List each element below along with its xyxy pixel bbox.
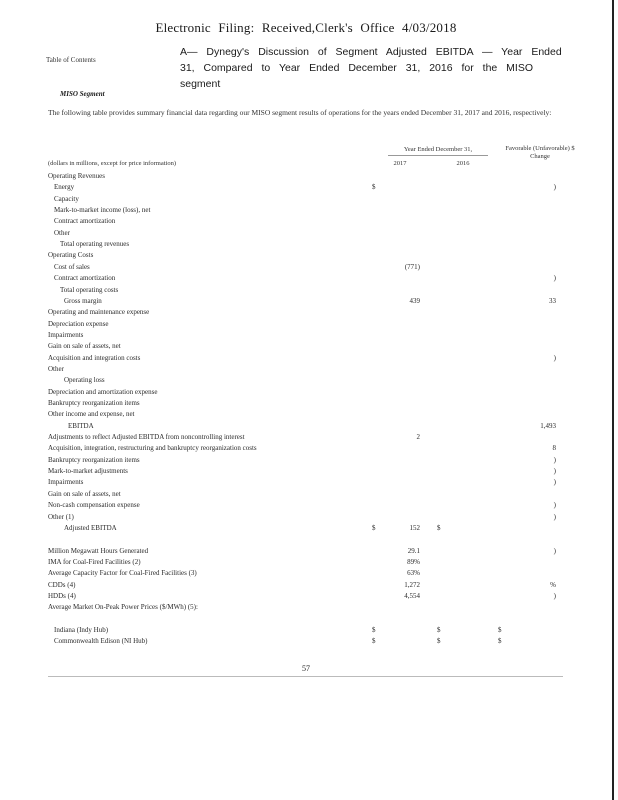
table-row <box>0 501 612 512</box>
table-row <box>0 422 612 433</box>
row-label: Other (1) <box>48 512 74 521</box>
table-row <box>0 354 612 365</box>
filing-header: Electronic Filing: Received,Clerk's Office 4/03/2018 <box>155 20 457 35</box>
table-row <box>0 172 612 183</box>
table-row <box>0 342 612 353</box>
units-label: (dollars in millions, except for price information) <box>48 160 176 167</box>
table-row <box>0 388 612 399</box>
dollar-sign: $ <box>372 183 376 192</box>
row-label: Adjustments to reflect Adjusted EBITDA from noncontrolling interest <box>48 433 245 442</box>
intro-paragraph: The following table provides summary financial data regarding our MISO segment results of operations for the years ended December 31, 2017 and 2016, respectively: <box>48 108 552 117</box>
dollar-sign: $ <box>372 626 376 634</box>
table-row <box>0 206 612 217</box>
year-ended-header: Year Ended December 31, <box>403 146 473 153</box>
table-row <box>0 217 612 228</box>
table-row <box>0 558 612 569</box>
table-row <box>0 524 612 535</box>
table-row <box>0 195 612 206</box>
cell-2017: 89% <box>407 557 420 566</box>
row-label: HDDs (4) <box>48 591 76 600</box>
table-row <box>0 274 612 285</box>
row-label: Acquisition and integration costs <box>48 353 141 362</box>
row-label: Operating Revenues <box>48 172 105 180</box>
row-label: Bankruptcy reorganization items <box>48 399 140 407</box>
dollar-sign: $ <box>437 637 441 646</box>
table-row <box>0 478 612 489</box>
col-2016-header: 2016 <box>456 160 470 167</box>
row-label: Other <box>54 228 70 237</box>
cell-change: % <box>550 580 556 589</box>
table-row <box>0 410 612 421</box>
dollar-sign: $ <box>372 523 376 532</box>
table-row <box>0 331 612 342</box>
table-row <box>0 637 612 648</box>
table-row <box>0 615 612 626</box>
cell-change: ) <box>553 467 556 476</box>
table-row <box>0 535 612 546</box>
row-label: Impairments <box>48 478 84 487</box>
cell-change: 33 <box>549 296 556 305</box>
table-row <box>0 308 612 319</box>
table-row <box>0 456 612 467</box>
table-row <box>0 433 612 444</box>
table-row <box>0 240 612 251</box>
table-row <box>0 547 612 558</box>
cell-change: 8 <box>552 444 556 453</box>
favorable-change-header: Favorable (Unfavorable) $ Change <box>505 145 575 160</box>
cell-2017: 4,554 <box>404 591 420 600</box>
row-label: Mark-to-market adjustments <box>48 467 128 476</box>
row-label: Contract amortization <box>54 217 116 226</box>
row-label: Depreciation and amortization expense <box>48 387 158 396</box>
row-label: Million Megawatt Hours Generated <box>48 546 149 555</box>
table-row <box>0 251 612 262</box>
cell-change: ) <box>553 183 556 192</box>
cell-2017: 63% <box>407 569 420 578</box>
cell-2017: 439 <box>409 296 420 305</box>
table-row <box>0 183 612 194</box>
cell-change: ) <box>553 455 556 464</box>
cell-change: ) <box>553 512 556 521</box>
table-row <box>0 263 612 274</box>
cell-change: ) <box>553 546 556 555</box>
row-label: Cost of sales <box>54 262 90 271</box>
table-row <box>0 286 612 297</box>
table-row <box>0 626 612 637</box>
cell-2017: 152 <box>409 523 420 532</box>
row-label: Energy <box>54 183 75 192</box>
page-right-border <box>612 0 614 800</box>
row-label: Mark-to-market income (loss), net <box>54 206 151 215</box>
table-row <box>0 513 612 524</box>
cell-change: ) <box>553 353 556 362</box>
table-row <box>0 444 612 455</box>
row-label: Capacity <box>54 194 79 203</box>
segment-subheading: MISO Segment <box>60 90 105 98</box>
table-row <box>0 320 612 331</box>
table-row <box>0 365 612 376</box>
table-row <box>0 467 612 478</box>
table-row <box>0 592 612 603</box>
section-title: A— Dynegy's Discussion of Segment Adjusted EBITDA — Year Ended 31, Compared to Year Ended December 31, 2016 for the MISO segment <box>180 46 562 90</box>
cell-2017: 2 <box>416 433 420 442</box>
cell-change: ) <box>553 274 556 283</box>
row-label: Depreciation expense <box>48 319 109 328</box>
dollar-sign: $ <box>437 523 441 532</box>
row-label: Other <box>48 364 64 373</box>
row-label: Commonwealth Edison (NI Hub) <box>54 637 148 646</box>
table-row <box>0 229 612 240</box>
row-label: Average Market On-Peak Power Prices ($/MWh) (5): <box>48 603 198 612</box>
footer-rule <box>48 676 563 677</box>
dollar-sign: $ <box>498 637 502 646</box>
row-label: Bankruptcy reorganization items <box>48 455 140 464</box>
row-label: Total operating costs <box>60 285 119 294</box>
row-label: Gross margin <box>64 296 102 305</box>
row-label: Gain on sale of assets, net <box>48 342 121 351</box>
row-label: Acquisition, integration, restructuring and bankruptcy reorganization costs <box>48 444 257 453</box>
table-row <box>0 581 612 592</box>
row-label: Operating loss <box>64 376 105 385</box>
cell-change: ) <box>553 478 556 487</box>
cell-2017: (771) <box>404 262 420 271</box>
row-label: EBITDA <box>68 421 94 430</box>
table-row <box>0 297 612 308</box>
row-label: IMA for Coal-Fired Facilities (2) <box>48 557 141 566</box>
table-row <box>0 569 612 580</box>
row-label: Gain on sale of assets, net <box>48 489 121 498</box>
col-2017-header: 2017 <box>393 160 407 167</box>
cell-change: ) <box>553 591 556 600</box>
row-label: Other income and expense, net <box>48 410 135 419</box>
row-label: Operating Costs <box>48 251 94 260</box>
row-label: Contract amortization <box>54 274 116 283</box>
row-label: Indiana (Indy Hub) <box>54 626 109 634</box>
row-label: Average Capacity Factor for Coal-Fired Facilities (3) <box>48 569 197 578</box>
cell-change: 1,493 <box>540 421 556 430</box>
cell-2017: 29.1 <box>407 546 420 555</box>
row-label: CDDs (4) <box>48 580 76 589</box>
year-ended-underline <box>388 155 488 156</box>
row-label: Operating and maintenance expense <box>48 308 150 317</box>
row-label: Total operating revenues <box>60 240 130 249</box>
cell-change: ) <box>553 501 556 510</box>
table-row <box>0 376 612 387</box>
page-number: 57 <box>302 664 310 673</box>
table-row <box>0 603 612 614</box>
dollar-sign: $ <box>372 637 376 646</box>
dollar-sign: $ <box>437 626 441 634</box>
row-label: Impairments <box>48 330 84 339</box>
table-of-contents-link[interactable]: Table of Contents <box>46 56 96 64</box>
table-row <box>0 399 612 410</box>
table-row <box>0 490 612 501</box>
row-label: Adjusted EBITDA <box>64 523 117 532</box>
cell-2017: 1,272 <box>404 580 420 589</box>
dollar-sign: $ <box>498 626 502 634</box>
row-label: Non-cash compensation expense <box>48 501 140 510</box>
